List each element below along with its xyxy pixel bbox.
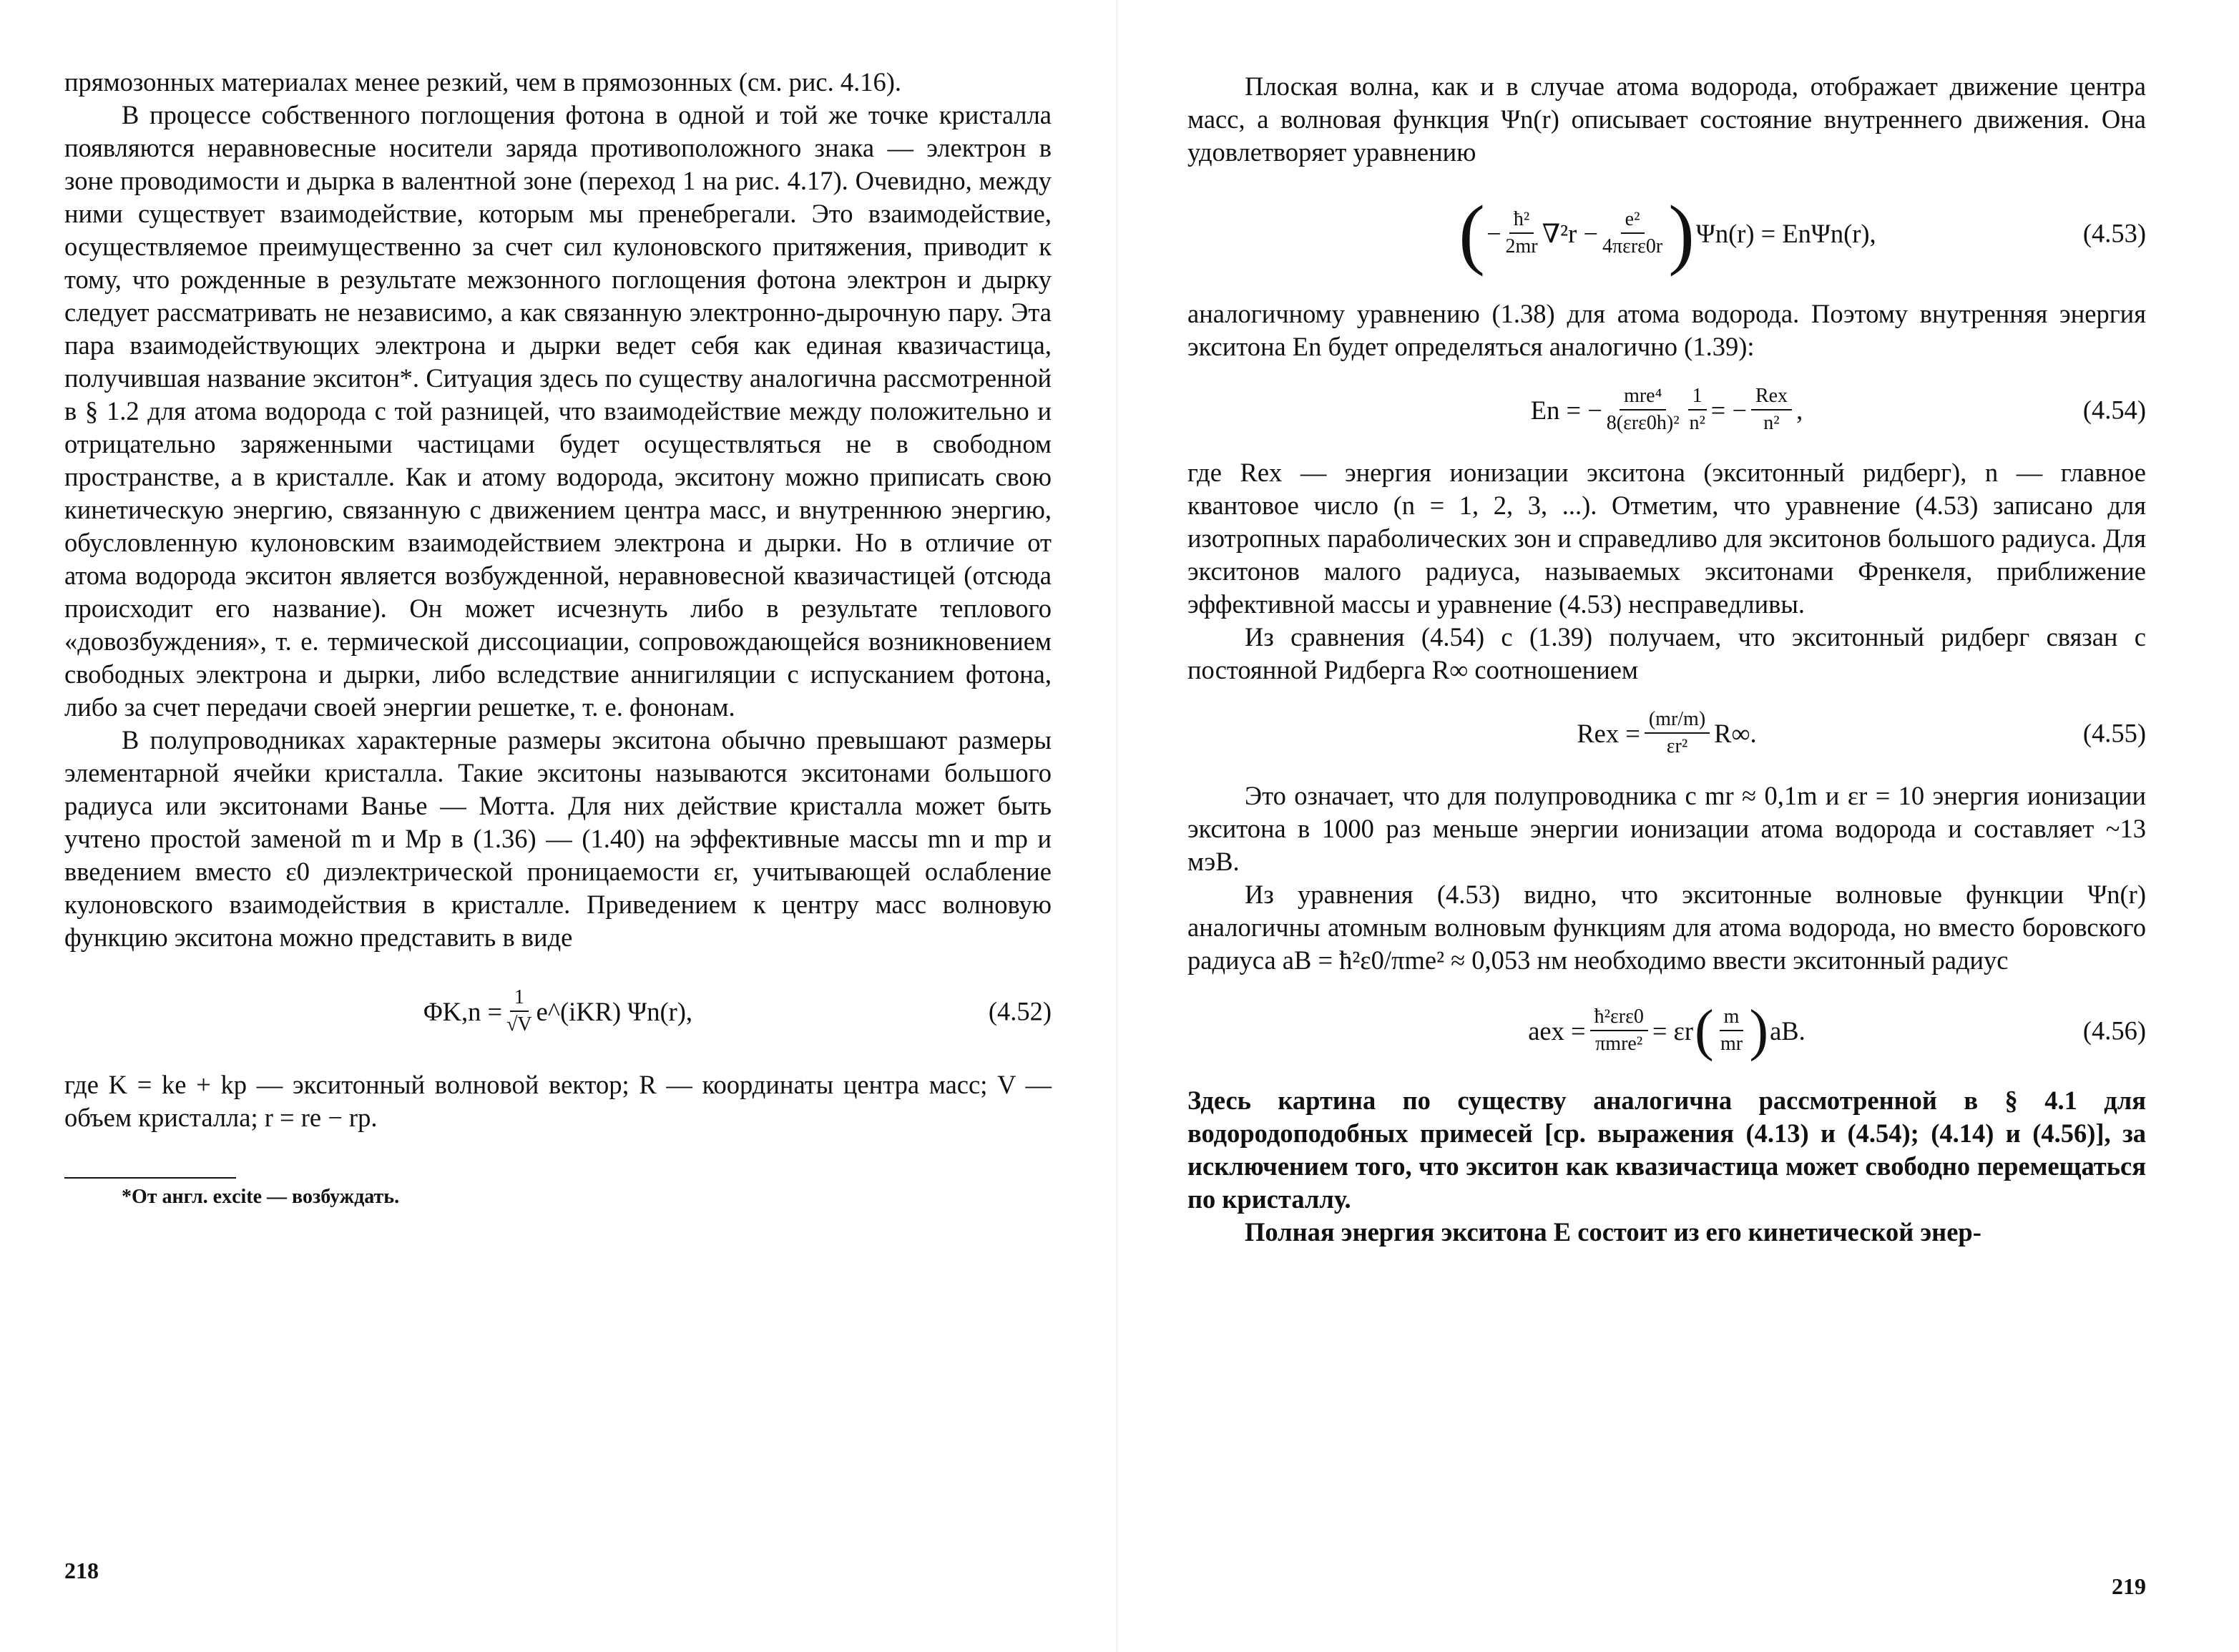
- right-page: [1187, 0, 2146, 1652]
- paragraph: где Rex — энергия ионизации экситона (экситонный ридберг), n — главное квантовое число (n = 1, 2, 3, ...). Отметим, что уравнение (4.53) записано для изотропных параболических зон и справедливо для экситонов большого радиуса. Для экситонов малого радиуса, называемых экситонами Френкеля, приближение эффективной массы и уравнение (4.53) несправедливы.: [1187, 458, 2146, 619]
- paragraph: прямозонных материалах менее резкий, чем в прямозонных (см. рис. 4.16).: [64, 67, 901, 97]
- paragraph: где K = ke + kp — экситонный волновой вектор; R — координаты центра масс; V — объем кристалла; r = re − rp.: [64, 1070, 1052, 1132]
- footnote-rule: [64, 1177, 236, 1179]
- equation-number: (4.55): [2082, 718, 2146, 748]
- paragraph: Это означает, что для полупроводника с mr ≈ 0,1m и εr = 10 энергия ионизации экситона в 1000 раз меньше энергии ионизации атома водорода и составляет ~13 мэВ.: [1187, 781, 2146, 876]
- eq-rhs: e^(iKR) Ψn(r),: [536, 996, 693, 1026]
- equation-number: (4.52): [988, 996, 1052, 1026]
- footnote: *От англ. excite — возбуждать.: [122, 1186, 400, 1208]
- equation-4-52: [64, 954, 1052, 1068]
- left-page: [64, 0, 1052, 1652]
- equation-4-55: Rex = $\frac{(mr/m)}{\text{εr²}}$ R∞. (4.55): [1577, 708, 2146, 757]
- paragraph: В полупроводниках характерные размеры экситона обычно превышают размеры элементарной ячейки кристалла. Такие экситоны называются экситонами большого радиуса или экситонами Ванье — Мотта. Для них действие кристалла может быть учтено простой заменой m и Mp в (1.36) — (1.40) на эффективные массы mn и mp и введением вместо ε0 диэлектрической проницаемости εr, учитывающей ослабление кулоновского взаимодействия в кристалле. Приведением к центру масс волновую функцию экситона можно представить в виде: [64, 725, 1052, 952]
- page-number: 218: [64, 1558, 99, 1583]
- paragraph: В процессе собственного поглощения фотона в одной и той же точке кристалла появляются неравновесные носители заряда противоположного знака — электрон в зоне проводимости и дырка в валентной зоне (переход 1 на рис. 4.17). Очевидно, между ними существует взаимодействие, которым мы пренебрегали. Это взаимодействие, осуществляемое преимущественно за счет сил кулоновского притяжения, приводит к тому, что рожденные в результате межзонного поглощения фотона электрон и дырку следует рассматривать не независимо, а как связанную электронно-дырочную пару. Эта пара взаимодействующих электрона и дырки ведет себя как единая квазичастица, получившая название экситон*. Ситуация здесь по существу аналогична рассмотренной в § 1.2 для атома водорода с той разницей, что взаимодействие между положительно и отрицательно заряженными частицами будет осуществляться не в свободном пространстве, а в кристалле. Как и атому водорода, экситону можно приписать свою кинетическую энергию, связанную с движением центра масс, и внутреннюю энергию, обусловленную кулоновским взаимодействием электрона и дырки. Но в отличие от атома водорода экситон является возбужденной, неравновесной квазичастицей (отсюда происходит его название). Он может исчезнуть либо в результате теплового «довозбуждения», т. е. термической диссоциации, сопровождающейся возникновением свободных электрона и дырки, либо вследствие аннигиляции с испусканием фотона, либо за счет передачи своей энергии решетке, т. е. фононам.: [64, 100, 1052, 722]
- paragraph: Из сравнения (4.54) с (1.39) получаем, что экситонный ридберг связан с постоянной Ридберга R∞ соотношением: [1187, 622, 2146, 684]
- paragraph: Полная энергия экситона E состоит из его кинетической энер-: [1245, 1217, 1981, 1247]
- book-fold: [1116, 0, 1118, 1652]
- equation-4-56: aex = $\frac{\text{ħ²εrε0}}{\text{πmre²}}$ = εr ( $\frac{m}{mr}$ ) aB. (4.56): [1528, 999, 2146, 1062]
- equation-4-54: En = − $\frac{\text{mre⁴}}{\text{8(εrε0h)²}}$ $\frac{1}{\text{n²}}$ = − $\frac{\text{Rex}}{\text{n²}}$ , (4.54): [1530, 385, 2146, 434]
- equation-4-53: ( − $\frac{\text{ħ²}}{2mr}$ ∇²r − $\frac{\text{e²}}{\text{4πεrε0r}}$ ) Ψn(r) = EnΨn(r), (4.53): [1459, 190, 2146, 277]
- paragraph: аналогичному уравнению (1.38) для атома водорода. Поэтому внутренняя энергия экситона En будет определяться аналогично (1.39):: [1187, 299, 2146, 361]
- page-number: 219: [2112, 1573, 2146, 1599]
- equation-number: (4.56): [2082, 1016, 2146, 1046]
- equation-number: (4.53): [2082, 218, 2146, 248]
- eq-lhs: ΦK,n =: [423, 996, 503, 1026]
- equation-number: (4.54): [2082, 395, 2146, 425]
- paragraph: Здесь картина по существу аналогична рассмотренной в § 4.1 для водородоподобных примесей [ср. выражения (4.13) и (4.54); (4.14) и (4.56)], за исключением того, что экситон как квазичастица может свободно перемещаться по кристаллу.: [1187, 1086, 2146, 1214]
- eq-fraction: $\frac{1}{√V}$: [506, 986, 532, 1036]
- paragraph: Плоская волна, как и в случае атома водорода, отображает движение центра масс, а волновая функция Ψn(r) описывает состояние внутреннего движения. Она удовлетворяет уравнению: [1187, 72, 2146, 167]
- paragraph: Из уравнения (4.53) видно, что экситонные волновые функции Ψn(r) аналогичны атомным волновым функциям для атома водорода, но вместо боровского радиуса aB = ħ²ε0/πme² ≈ 0,053 нм необходимо ввести экситонный радиус: [1187, 880, 2146, 975]
